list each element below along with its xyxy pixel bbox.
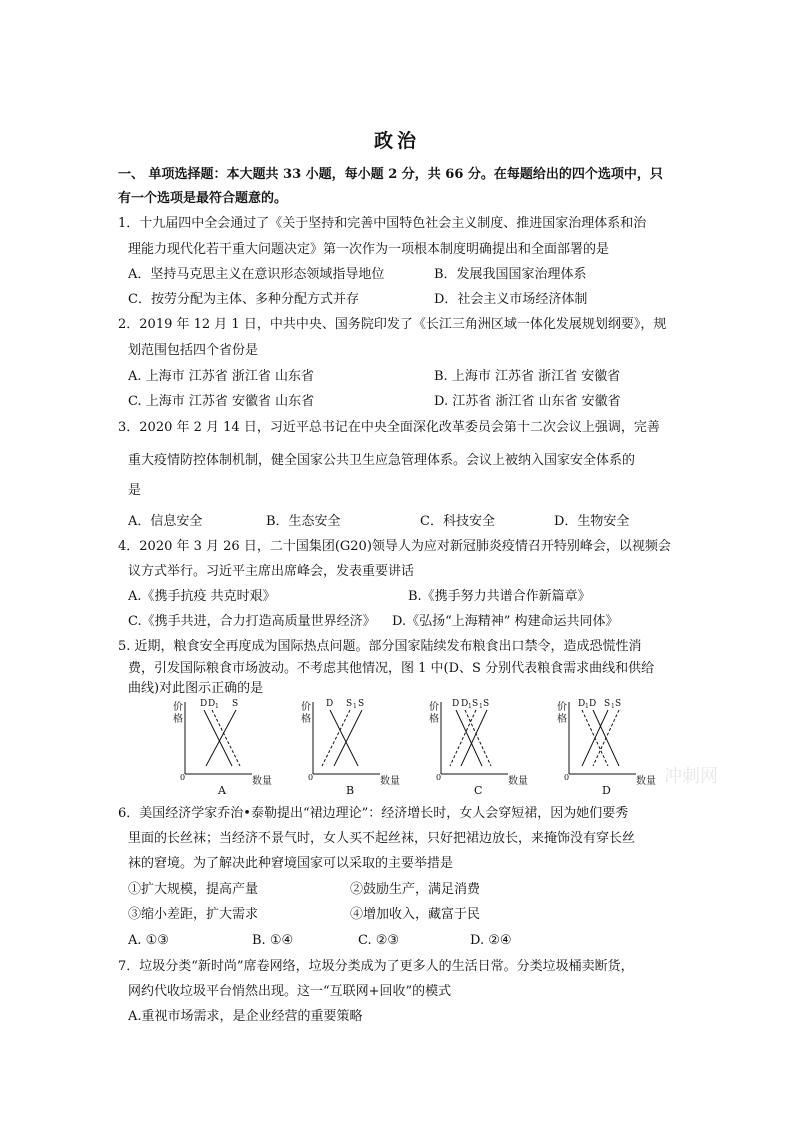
q3-option-a: A．信息安全 bbox=[128, 514, 203, 529]
q4-option-b: B.《携手努力共谱合作新篇章》 bbox=[408, 589, 591, 604]
q4-stem-line1: 4．2020 年 3 月 26 日，二十国集团(G20)领导人为应对新冠肺炎疫情召开特别峰会，以视频会 bbox=[118, 539, 671, 554]
graph-caption-a: A bbox=[218, 784, 226, 797]
curve-label-d: D bbox=[452, 699, 460, 709]
curve-label-sub: 1 bbox=[468, 703, 472, 710]
supply-curve-s1 bbox=[322, 710, 350, 766]
supply-curve-s bbox=[334, 710, 362, 766]
curve-label-sub: 1 bbox=[611, 703, 615, 710]
ylabel-top: 价 bbox=[301, 702, 311, 713]
section-instruction-line1: 一、 单项选择题：本大题共 33 小题，每小题 2 分，共 66 分。在每题给出的四个选项中，只 bbox=[118, 167, 663, 182]
q6-stem-line2: 里面的长丝袜；当经济不景气时，女人买不起丝袜，只好把裙边放长，来掩饰没有穿长丝 bbox=[128, 831, 636, 846]
ylabel-bottom: 格 bbox=[429, 714, 439, 725]
q2-option-d: D. 江苏省 浙江省 山东省 安徽省 bbox=[434, 394, 621, 409]
origin-label: 0 bbox=[308, 773, 314, 782]
q5-stem-line1: 5. 近期，粮食安全再度成为国际热点问题。部分国家陆续发布粮食出口禁令，造成恐慌性消 bbox=[118, 639, 642, 654]
q1-option-d: D．社会主义市场经济体制 bbox=[434, 292, 588, 307]
q6-item-1: ①扩大规模，提高产量 bbox=[128, 882, 259, 897]
q4-option-c: C.《携手共进，合力打造高质量世界经济》 bbox=[128, 614, 376, 629]
xlabel: 数量 bbox=[636, 776, 656, 787]
curve-label-sub: 1 bbox=[479, 703, 483, 710]
xlabel: 数量 bbox=[252, 776, 272, 787]
ylabel-bottom: 格 bbox=[173, 714, 183, 725]
watermark: 冲刺网 bbox=[664, 766, 718, 787]
q3-option-d: D．生物安全 bbox=[554, 514, 630, 529]
ylabel-bottom: 格 bbox=[557, 714, 567, 725]
q7-stem-line2: 网约代收垃圾平台悄然出现。这一“互联网+回收”的模式 bbox=[128, 984, 452, 999]
graph-caption-b: B bbox=[346, 784, 355, 797]
origin-label: 0 bbox=[564, 773, 570, 782]
curve-label-d: D bbox=[589, 699, 597, 709]
demand-curve-d1 bbox=[212, 710, 240, 766]
graph-a bbox=[173, 699, 272, 797]
curve-label-s1: S bbox=[472, 699, 479, 709]
demand-curve-d bbox=[204, 710, 232, 766]
section-instruction-line2: 有一个选项是最符合题意的。 bbox=[118, 191, 288, 206]
graph-c bbox=[429, 699, 528, 797]
q6-option-d: D. ②④ bbox=[470, 933, 512, 948]
demand-curve-d bbox=[330, 710, 358, 766]
ylabel-top: 价 bbox=[173, 702, 183, 713]
curve-label-s: S bbox=[358, 699, 365, 709]
graph-d bbox=[557, 699, 656, 797]
q4-stem-line2: 议方式举行。习近平主席出席峰会，发表重要讲话 bbox=[128, 564, 415, 579]
curve-label-d1: D bbox=[461, 699, 469, 709]
origin-label: 0 bbox=[436, 773, 442, 782]
curve-label-s1: S bbox=[346, 699, 353, 709]
curve-label-s: S bbox=[615, 699, 622, 709]
curve-label-d1: D bbox=[208, 699, 216, 709]
q6-item-4: ④增加收入，藏富于民 bbox=[350, 907, 481, 922]
q6-item-3: ③缩小差距，扩大需求 bbox=[128, 907, 259, 922]
xlabel: 数量 bbox=[380, 776, 400, 787]
q4-option-d: D.《弘扬“上海精神” 构建命运共同体》 bbox=[392, 614, 619, 629]
curve-label-s: S bbox=[232, 699, 239, 709]
ylabel-top: 价 bbox=[557, 702, 567, 713]
q7-option-a: A.重视市场需求，是企业经营的重要策略 bbox=[128, 1009, 363, 1024]
q3-option-c: C．科技安全 bbox=[420, 514, 495, 529]
supply-curve-s bbox=[206, 710, 236, 766]
curve-label-sub: 1 bbox=[215, 703, 219, 710]
curve-label-d: D bbox=[326, 699, 334, 709]
supply-curve-s bbox=[461, 710, 487, 766]
q2-option-b: B. 上海市 江苏省 浙江省 安徽省 bbox=[434, 369, 621, 384]
supply-curve-s1 bbox=[450, 710, 476, 766]
curve-label-d: D bbox=[200, 699, 208, 709]
q6-stem-line1: 6．美国经济学家乔治•泰勒提出“裙边理论”：经济增长时，女人会穿短裙，因为她们要秀 bbox=[118, 806, 629, 821]
graph-caption-d: D bbox=[602, 784, 611, 797]
q1-stem-line1: 1．十九届四中全会通过了《关于坚持和完善中国特色社会主义制度、推进国家治理体系和治 bbox=[118, 216, 647, 231]
curve-label-sub: 1 bbox=[585, 703, 589, 710]
q1-option-b: B．发展我国国家治理体系 bbox=[434, 267, 587, 282]
ylabel-bottom: 格 bbox=[301, 714, 311, 725]
q4-option-a: A.《携手抗疫 共克时艰》 bbox=[128, 589, 276, 604]
curve-label-sub: 1 bbox=[353, 703, 357, 710]
q6-item-2: ②鼓励生产，满足消费 bbox=[350, 882, 481, 897]
q6-option-c: C. ②③ bbox=[358, 933, 400, 948]
curve-label-s1: S bbox=[604, 699, 611, 709]
q6-stem-line3: 袜的窘境。为了解决此种窘境国家可以采取的主要举措是 bbox=[128, 856, 454, 871]
q6-option-b: B. ①④ bbox=[252, 933, 294, 948]
curve-label-d1: D bbox=[578, 699, 586, 709]
q2-stem-line2: 划范围包括四个省份是 bbox=[128, 343, 259, 358]
curve-label-s: S bbox=[483, 699, 490, 709]
q3-stem-line1: 3．2020 年 2 月 14 日，习近平总书记在中央全面深化改革委员会第十二次会议上强调，完善 bbox=[118, 420, 660, 435]
q2-option-a: A. 上海市 江苏省 浙江省 山东省 bbox=[128, 369, 315, 384]
q7-stem-line1: 7．垃圾分类“新时尚”席卷网络，垃圾分类成为了更多人的生活日常。分类垃圾桶卖断货， bbox=[118, 959, 634, 974]
page-title: 政治 bbox=[373, 130, 420, 152]
xlabel: 数量 bbox=[508, 776, 528, 787]
q2-option-c: C. 上海市 江苏省 安徽省 山东省 bbox=[128, 394, 315, 409]
q1-stem-line2: 理能力现代化若干重大问题决定》第一次作为一项根本制度明确提出和全面部署的是 bbox=[128, 242, 610, 257]
q3-stem-line3: 是 bbox=[128, 483, 142, 498]
q5-stem-line2: 费，引发国际粮食市场波动。不考虑其他情况，图 1 中(D、S 分别代表粮食需求曲线和供给 bbox=[128, 661, 655, 676]
q2-stem-line1: 2．2019 年 12 月 1 日，中共中央、国务院印发了《长江三角洲区域一体化发展规划纲要》，规 bbox=[118, 317, 667, 332]
q1-option-c: C．按劳分配为主体、多种分配方式并存 bbox=[128, 292, 359, 307]
graph-caption-c: C bbox=[474, 784, 483, 797]
graph-b bbox=[301, 699, 400, 797]
q5-stem-line3: 曲线)对此图示正确的是 bbox=[128, 681, 264, 696]
q3-option-b: B．生态安全 bbox=[266, 514, 341, 529]
q3-stem-line2: 重大疫情防控体制机制，健全国家公共卫生应急管理体系。会议上被纳入国家安全体系的 bbox=[128, 453, 636, 468]
ylabel-top: 价 bbox=[429, 702, 439, 713]
q6-option-a: A. ①③ bbox=[128, 933, 169, 948]
supply-demand-graphs bbox=[160, 694, 680, 800]
q1-option-a: A．坚持马克思主义在意识形态领域指导地位 bbox=[128, 267, 385, 282]
origin-label: 0 bbox=[180, 773, 186, 782]
